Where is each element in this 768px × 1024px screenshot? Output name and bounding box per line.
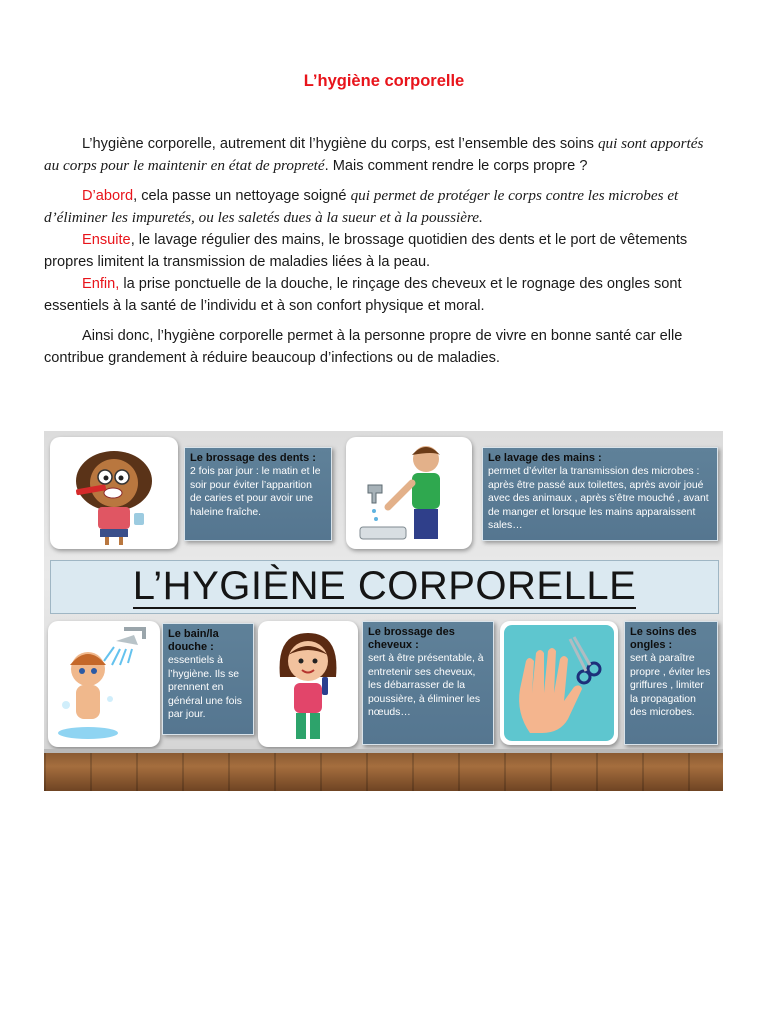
hygiene-poster xyxy=(44,431,723,791)
intro-part-a: L’hygiène corporelle, autrement dit l’hygiène du corps, est l’ensemble des soins xyxy=(82,136,598,152)
shower-illustration xyxy=(48,621,160,747)
paragraph-ensuite xyxy=(44,229,720,273)
boy-showering-icon xyxy=(48,621,160,747)
teeth-info-text: 2 fois par jour : le matin et le soir pour éviter l’apparition de caries et pour avoir une haleine fraîche. xyxy=(190,466,321,518)
hands-info-box xyxy=(482,447,718,541)
intro-part-b: qui sont apportés au corps pour le maintenir en état de propreté xyxy=(44,135,704,174)
teeth-info-box xyxy=(184,447,332,541)
shower-info-box xyxy=(162,623,254,735)
nails-info-title: Le soins des ongles : xyxy=(630,626,697,651)
page-title: L’hygiène corporelle xyxy=(303,72,465,90)
poster-banner xyxy=(50,560,719,614)
hands-info-text: permet d’éviter la transmission des microbes : après être passé aux toilettes, après avoir joué avec des animaux , après s’être mouché , avant de manger et lorsque les mains apparaissent sales… xyxy=(488,466,709,531)
hair-brushing-illustration xyxy=(258,621,358,747)
dabord-part-b: qui permet de protéger le corps contre les microbes et d’éliminer les impuretés, ou les saletés dues à la sueur et à la poussière. xyxy=(44,187,679,226)
hands-info-title: Le lavage des mains : xyxy=(488,452,602,464)
paragraph-conclusion: Ainsi donc, l’hygiène corporelle permet à la personne propre de vivre en bonne santé car elle contribue grandement à réduire beaucoup d’infections ou de maladies. xyxy=(44,328,683,366)
paragraph-intro xyxy=(44,133,720,177)
intro-part-c: . Mais comment rendre le corps propre ? xyxy=(324,158,588,174)
hair-info-title: Le brossage des cheveux : xyxy=(368,626,455,651)
boy-washing-hands-icon xyxy=(346,437,472,549)
paragraph-enfin xyxy=(44,273,720,317)
hair-info-box xyxy=(362,621,494,745)
hand-and-scissors-icon xyxy=(500,621,618,745)
paragraph-dabord xyxy=(44,185,720,229)
dabord-part-a: , cela passe un nettoyage soigné xyxy=(133,188,351,204)
teeth-info-title: Le brossage des dents : xyxy=(190,452,316,464)
nails-info-text: sert à paraître propre , éviter les griffures , limiter la propagation des microbes. xyxy=(630,653,711,718)
poster-banner-title: L’HYGIÈNE CORPORELLE xyxy=(132,564,637,608)
ensuite-text: , le lavage régulier des mains, le brossage quotidien des dents et le port de vêtements propres limitent la transmission de maladies liées à la peau. xyxy=(44,232,688,270)
dabord-keyword: D’abord xyxy=(82,188,134,204)
teeth-brushing-illustration xyxy=(50,437,178,549)
shower-info-text: essentiels à l’hygiène. Ils se prennent en général une fois par jour. xyxy=(168,655,242,720)
nails-info-box xyxy=(624,621,718,745)
girl-brushing-hair-icon xyxy=(258,621,358,747)
nail-care-illustration xyxy=(500,621,618,745)
enfin-keyword: Enfin, xyxy=(82,276,120,292)
enfin-text: la prise ponctuelle de la douche, le rinçage des cheveux et le rognage des ongles sont essentiels à la santé de l’individu et à son confort physique et moral. xyxy=(44,276,682,314)
hair-info-text: sert à être présentable, à entretenir ses cheveux, les débarrasser de la poussière, à éliminer les nœuds… xyxy=(368,653,484,718)
body-text xyxy=(44,133,720,369)
handwashing-illustration xyxy=(346,437,472,549)
shower-info-title: Le bain/la douche : xyxy=(168,628,219,653)
ensuite-keyword: Ensuite xyxy=(82,232,131,248)
wooden-floor xyxy=(44,753,723,791)
girl-brushing-teeth-icon xyxy=(50,437,178,549)
